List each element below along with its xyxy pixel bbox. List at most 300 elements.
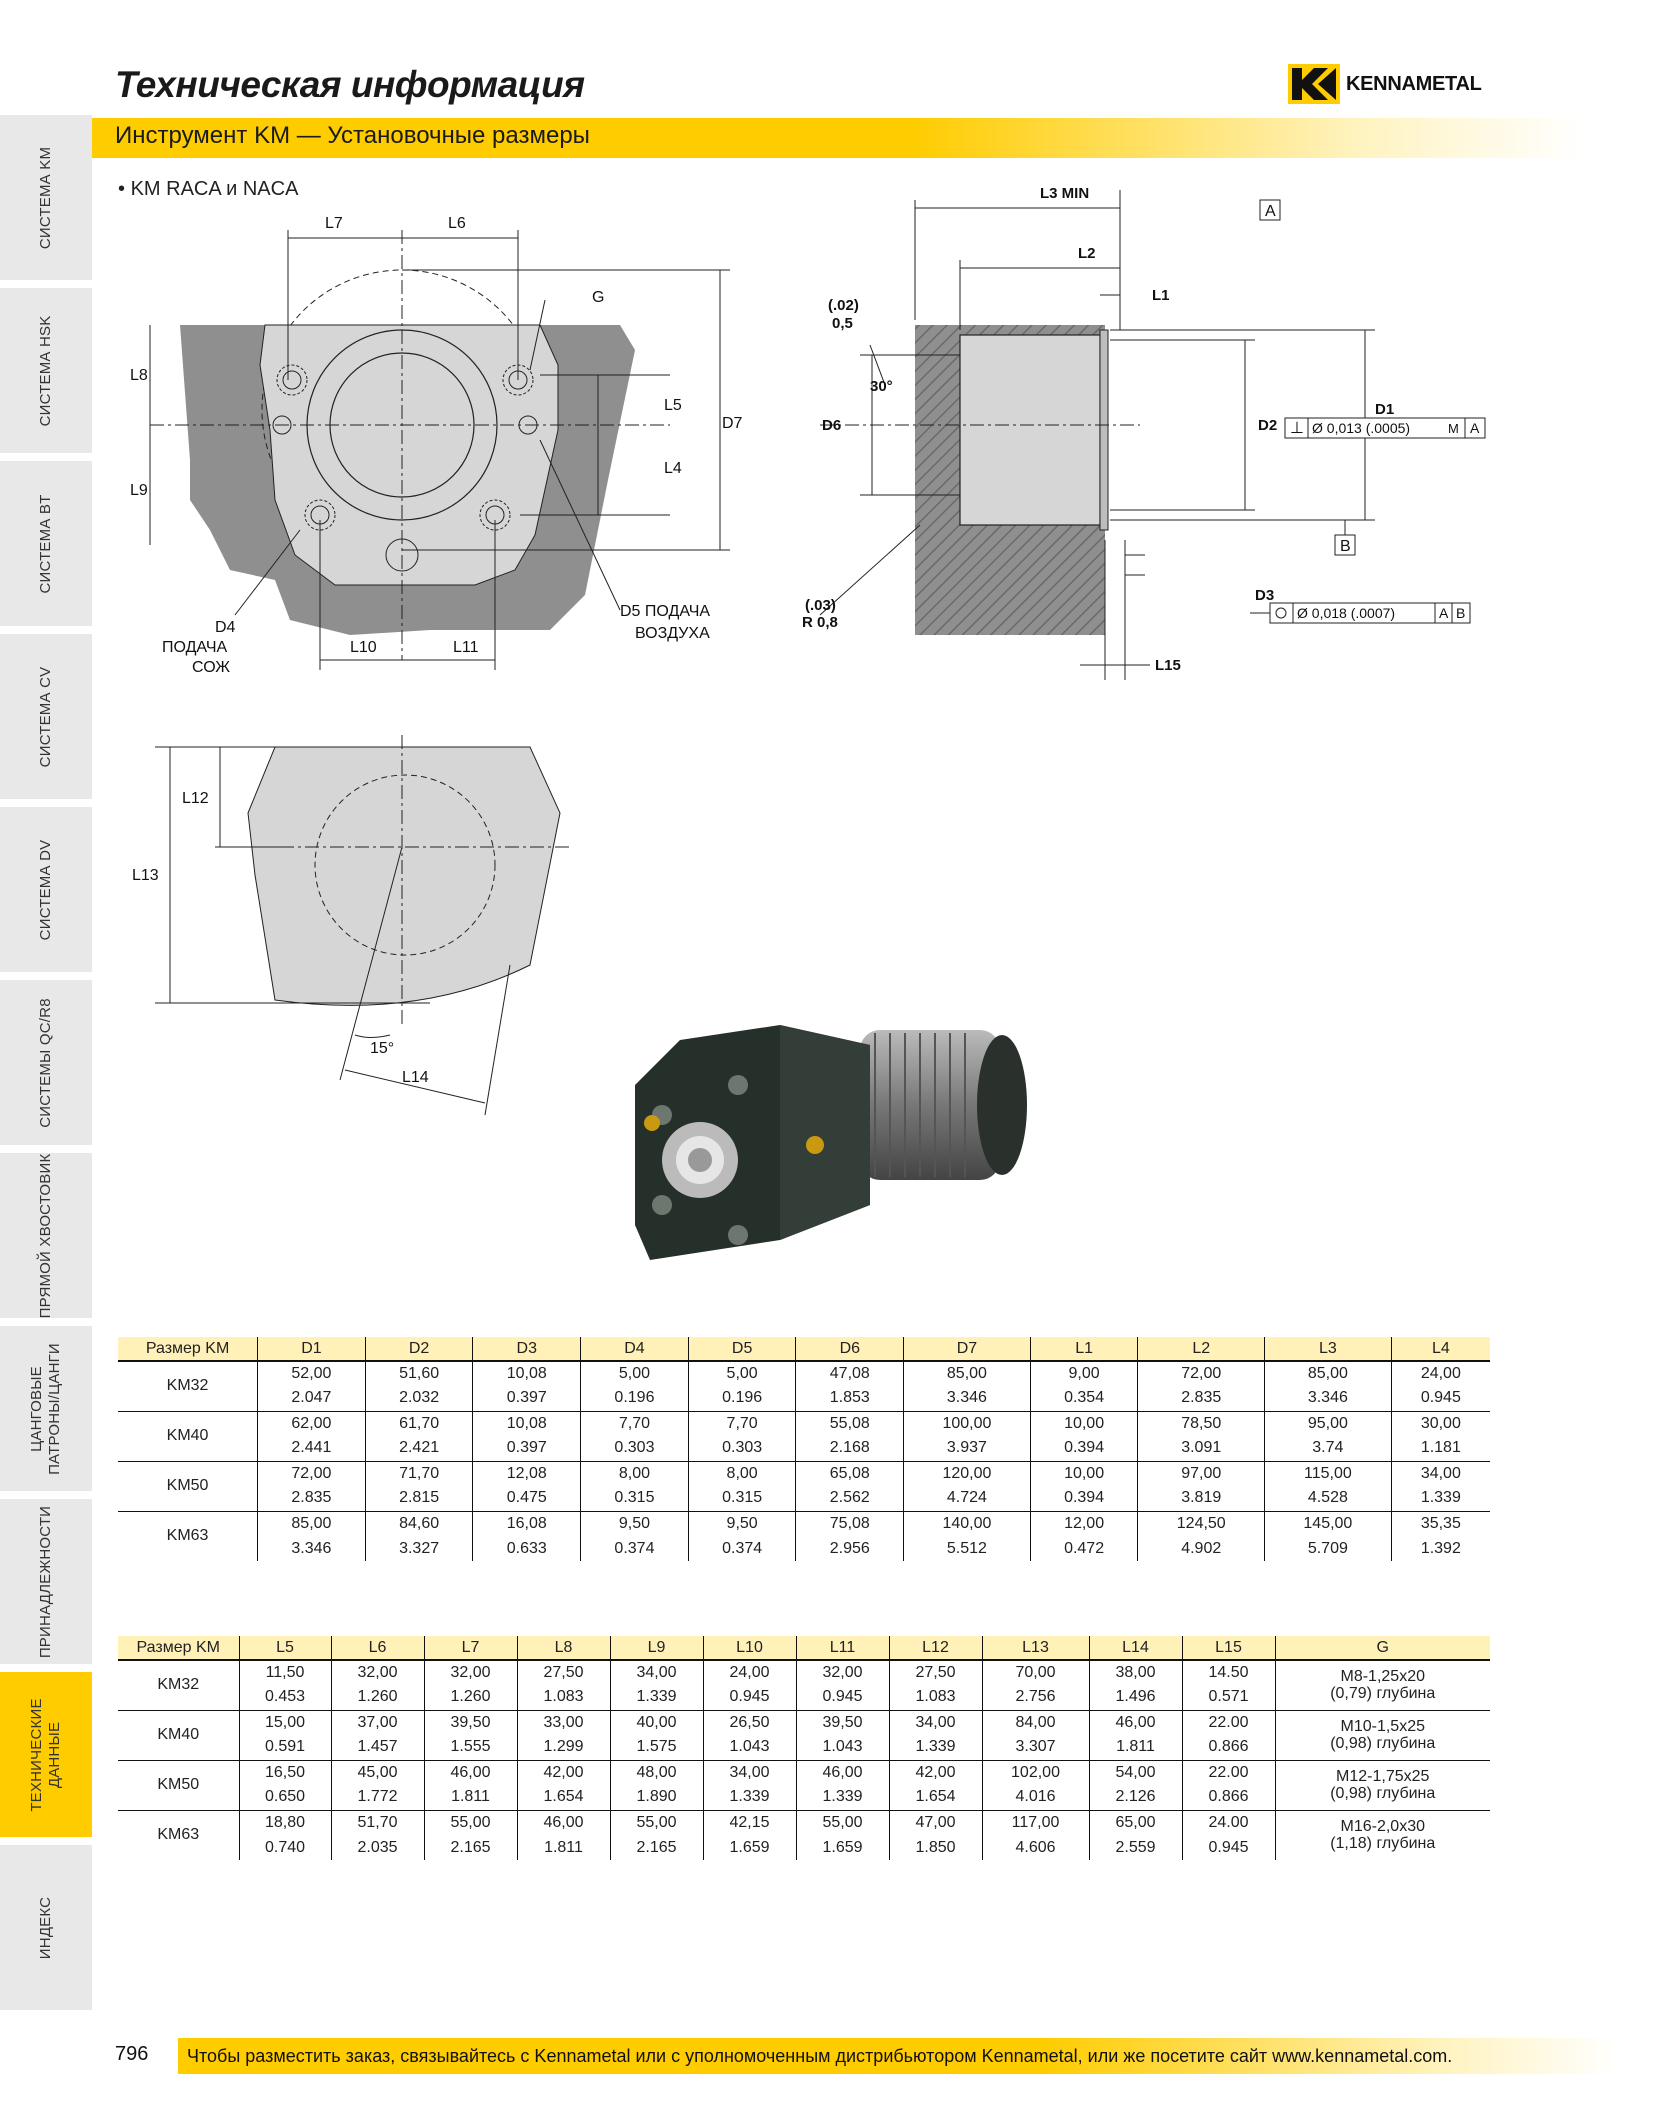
inch-cell: 1.083 [517, 1685, 610, 1710]
inch-cell: 2.835 [1138, 1386, 1265, 1411]
table-2-header [118, 1636, 1490, 1660]
dim-l15: L15 [1155, 657, 1181, 674]
inch-cell: 1.299 [517, 1735, 610, 1760]
inch-cell: 1.339 [796, 1785, 889, 1810]
mm-cell: 12,00 [1030, 1511, 1138, 1536]
table-row [118, 1361, 1490, 1386]
mm-cell: 37,00 [331, 1710, 424, 1735]
mm-cell: 42,00 [517, 1760, 610, 1785]
inch-cell: 0.866 [1182, 1735, 1275, 1760]
side-body [248, 747, 560, 1005]
mm-cell: 14.50 [1182, 1660, 1275, 1685]
datum-b-label: B [1340, 538, 1351, 555]
dim-l3: L3 MIN [1040, 185, 1090, 202]
mm-cell: 55,00 [610, 1810, 703, 1835]
column-header: G [1275, 1636, 1490, 1660]
inch-cell: 1.339 [1391, 1486, 1490, 1511]
inch-cell: 5.512 [904, 1536, 1031, 1561]
inch-cell: 0.374 [688, 1536, 796, 1561]
part-section [960, 335, 1100, 525]
mm-cell: 54,00 [1089, 1760, 1182, 1785]
inch-cell: 1.181 [1391, 1436, 1490, 1461]
table-row [118, 1486, 1490, 1511]
inch-cell: 2.835 [258, 1486, 366, 1511]
sidebar-tab[interactable] [0, 1499, 92, 1667]
section-label: • KM RACA и NACA [118, 178, 299, 200]
sidebar-tab-label: ПРИНАДЛЕЖНОСТИ [37, 1505, 54, 1658]
table-row [118, 1760, 1490, 1785]
dim-d7: D7 [722, 415, 743, 432]
column-header: L6 [331, 1636, 424, 1660]
column-header: D1 [258, 1337, 366, 1361]
inch-cell: 0.475 [473, 1486, 581, 1511]
dim-l10: L10 [350, 639, 377, 656]
mm-cell: 5,00 [581, 1361, 689, 1386]
coolant-plug [644, 1115, 660, 1131]
mm-cell: 32,00 [331, 1660, 424, 1685]
thread-size: M10-1,5x25 [1340, 1718, 1425, 1735]
tol2-ref-a: A [1439, 605, 1449, 621]
column-header: D5 [688, 1337, 796, 1361]
thread-depth: (1,18) глубина [1330, 1835, 1436, 1853]
mm-cell: 27,50 [889, 1660, 982, 1685]
inch-cell: 1.659 [703, 1835, 796, 1860]
inch-cell: 2.035 [331, 1835, 424, 1860]
mm-cell: 12,08 [473, 1461, 581, 1486]
column-header: L3 [1265, 1337, 1392, 1361]
inch-cell: 4.724 [904, 1486, 1031, 1511]
dim-l8: L8 [130, 367, 148, 384]
mm-cell: 38,00 [1089, 1660, 1182, 1685]
inch-cell: 1.850 [889, 1835, 982, 1860]
label-d5-1: D5 ПОДАЧА [620, 603, 711, 620]
page-subtitle: Инструмент KM — Установочные размеры [115, 122, 590, 149]
thread-cell [1275, 1660, 1490, 1710]
mm-cell: 47,00 [889, 1810, 982, 1835]
dim-d3: D3 [1255, 587, 1275, 604]
inch-cell: 1.083 [889, 1685, 982, 1710]
table-row [118, 1710, 1490, 1735]
mm-cell: 30,00 [1391, 1411, 1490, 1436]
inch-cell: 3.346 [1265, 1386, 1392, 1411]
dim-l9: L9 [130, 482, 148, 499]
sidebar-tab-label: СИСТЕМА KM [37, 146, 54, 249]
mm-cell: 7,70 [688, 1411, 796, 1436]
inch-cell: 3.74 [1265, 1436, 1392, 1461]
inch-cell: 0.397 [473, 1436, 581, 1461]
mm-cell: 52,00 [258, 1361, 366, 1386]
kennametal-k-icon [1288, 64, 1340, 104]
column-header: L1 [1030, 1337, 1138, 1361]
column-header: L13 [982, 1636, 1089, 1660]
mm-cell: 26,50 [703, 1710, 796, 1735]
mm-cell: 34,00 [610, 1660, 703, 1685]
mm-cell: 27,50 [517, 1660, 610, 1685]
column-header: L4 [1391, 1337, 1490, 1361]
inch-cell: 0.945 [796, 1685, 889, 1710]
dim-l14: L14 [402, 1069, 429, 1086]
mm-cell: 10,00 [1030, 1411, 1138, 1436]
inch-cell: 1.339 [889, 1735, 982, 1760]
column-header: D6 [796, 1337, 904, 1361]
mm-cell: 145,00 [1265, 1511, 1392, 1536]
inch-cell: 3.307 [982, 1735, 1089, 1760]
mm-cell: 39,50 [796, 1710, 889, 1735]
size-cell: KM50 [118, 1461, 258, 1511]
inch-cell: 0.354 [1030, 1386, 1138, 1411]
label-d4-1: D4 [215, 619, 236, 636]
mm-cell: 124,50 [1138, 1511, 1265, 1536]
dim-d1: D1 [1375, 401, 1395, 418]
sidebar-tab-label: СИСТЕМА HSK [37, 315, 54, 426]
inch-cell: 2.559 [1089, 1835, 1182, 1860]
mm-cell: 22.00 [1182, 1710, 1275, 1735]
column-header: Размер KM [118, 1337, 258, 1361]
column-header: L11 [796, 1636, 889, 1660]
chamfer-mm: 0,5 [832, 315, 853, 332]
mm-cell: 33,00 [517, 1710, 610, 1735]
inch-cell: 2.815 [365, 1486, 473, 1511]
dim-l2: L2 [1078, 245, 1096, 262]
mm-cell: 51,60 [365, 1361, 473, 1386]
inch-cell: 4.606 [982, 1835, 1089, 1860]
sidebar-tab-label: ЦАНГОВЫЕ ПАТРОНЫ/ЦАНГИ [28, 1342, 63, 1475]
page-number: 796 [115, 2043, 149, 2065]
inch-cell: 1.890 [610, 1785, 703, 1810]
sidebar-tab[interactable] [0, 980, 92, 1148]
mm-cell: 70,00 [982, 1660, 1089, 1685]
mm-cell: 72,00 [1138, 1361, 1265, 1386]
dim-l11: L11 [453, 639, 479, 656]
inch-cell: 1.811 [1089, 1735, 1182, 1760]
table-row [118, 1461, 1490, 1486]
inch-cell: 1.811 [424, 1785, 517, 1810]
inch-cell: 1.811 [517, 1835, 610, 1860]
column-header: L12 [889, 1636, 982, 1660]
table-row [118, 1660, 1490, 1685]
mm-cell: 78,50 [1138, 1411, 1265, 1436]
table-row [118, 1411, 1490, 1436]
mm-cell: 11,50 [239, 1660, 331, 1685]
mm-cell: 102,00 [982, 1760, 1089, 1785]
column-header: Размер KM [118, 1636, 239, 1660]
sidebar-tab[interactable] [0, 1845, 92, 2013]
mm-cell: 9,00 [1030, 1361, 1138, 1386]
mm-cell: 16,08 [473, 1511, 581, 1536]
inch-cell: 0.945 [1391, 1386, 1490, 1411]
inch-cell: 0.397 [473, 1386, 581, 1411]
column-header: L5 [239, 1636, 331, 1660]
label-d5-2: ВОЗДУХА [635, 625, 710, 642]
dim-l7: L7 [325, 215, 343, 232]
inch-cell: 1.575 [610, 1735, 703, 1760]
mm-cell: 9,50 [688, 1511, 796, 1536]
side-view-drawing [130, 735, 590, 1130]
inch-cell: 2.168 [796, 1436, 904, 1461]
inch-cell: 2.165 [610, 1835, 703, 1860]
inch-cell: 0.472 [1030, 1536, 1138, 1561]
mm-cell: 46,00 [424, 1760, 517, 1785]
column-header: D2 [365, 1337, 473, 1361]
mm-cell: 117,00 [982, 1810, 1089, 1835]
inch-cell: 0.591 [239, 1735, 331, 1760]
inch-cell: 1.853 [796, 1386, 904, 1411]
inch-cell: 0.945 [703, 1685, 796, 1710]
mm-cell: 72,00 [258, 1461, 366, 1486]
inch-cell: 2.562 [796, 1486, 904, 1511]
mm-cell: 22.00 [1182, 1760, 1275, 1785]
section-view-drawing [780, 180, 1500, 680]
section-wall-top [915, 325, 1105, 335]
mm-cell: 85,00 [258, 1511, 366, 1536]
sidebar-tab-label: СИСТЕМА BT [37, 494, 54, 593]
inch-cell: 0.196 [688, 1386, 796, 1411]
side-angle: 15° [370, 1040, 395, 1057]
inch-cell: 3.327 [365, 1536, 473, 1561]
size-cell: KM32 [118, 1660, 239, 1710]
thread-depth: (0,79) глубина [1330, 1685, 1436, 1703]
mm-cell: 120,00 [904, 1461, 1031, 1486]
sidebar-tab-label: СИСТЕМА DV [37, 839, 54, 940]
inch-cell: 0.315 [688, 1486, 796, 1511]
dim-d6: D6 [822, 417, 842, 434]
sidebar-tab[interactable] [0, 1326, 92, 1494]
mm-cell: 15,00 [239, 1710, 331, 1735]
sidebar-tab-label: СИСТЕМЫ QC/R8 [37, 997, 54, 1128]
mm-cell: 10,00 [1030, 1461, 1138, 1486]
size-cell: KM50 [118, 1760, 239, 1810]
tol1-mod: M [1448, 421, 1459, 436]
front-view-drawing [130, 200, 760, 680]
sidebar-tab[interactable] [0, 115, 92, 283]
radius-mm: R 0,8 [802, 614, 838, 631]
inch-cell: 0.571 [1182, 1685, 1275, 1710]
dimensions-table-1 [118, 1337, 1490, 1561]
mm-cell: 55,08 [796, 1411, 904, 1436]
radius-inch: (.03) [805, 597, 836, 614]
mm-cell: 85,00 [1265, 1361, 1392, 1386]
inch-cell: 1.043 [796, 1735, 889, 1760]
mm-cell: 61,70 [365, 1411, 473, 1436]
mm-cell: 85,00 [904, 1361, 1031, 1386]
column-header: D3 [473, 1337, 581, 1361]
mm-cell: 18,80 [239, 1810, 331, 1835]
mm-cell: 42,15 [703, 1810, 796, 1835]
dim-l4: L4 [664, 460, 682, 477]
column-header: D7 [904, 1337, 1031, 1361]
label-d4-2: ПОДАЧА [162, 639, 228, 656]
mm-cell: 46,00 [796, 1760, 889, 1785]
sidebar-tab[interactable] [0, 807, 92, 975]
side-plug [806, 1136, 824, 1154]
sidebar-tab[interactable] [0, 288, 92, 456]
inch-cell: 1.496 [1089, 1685, 1182, 1710]
chamfer-inch: (.02) [828, 297, 859, 314]
dim-l13: L13 [132, 867, 159, 884]
mm-cell: 35,35 [1391, 1511, 1490, 1536]
inch-cell: 1.555 [424, 1735, 517, 1760]
inch-cell: 3.937 [904, 1436, 1031, 1461]
inch-cell: 2.421 [365, 1436, 473, 1461]
inch-cell: 0.633 [473, 1536, 581, 1561]
brand-name: KENNAMETAL [1346, 72, 1482, 95]
mm-cell: 75,08 [796, 1511, 904, 1536]
thread-depth: (0,98) глубина [1330, 1785, 1436, 1802]
mm-cell: 34,00 [703, 1760, 796, 1785]
column-header: D4 [581, 1337, 689, 1361]
thread-cell [1275, 1760, 1490, 1810]
inch-cell: 1.260 [424, 1685, 517, 1710]
mm-cell: 100,00 [904, 1411, 1031, 1436]
column-header: L8 [517, 1636, 610, 1660]
inch-cell: 4.528 [1265, 1486, 1392, 1511]
inch-cell: 2.047 [258, 1386, 366, 1411]
thread-size: M8-1,25x20 [1340, 1668, 1425, 1686]
mm-cell: 8,00 [581, 1461, 689, 1486]
inch-cell: 2.126 [1089, 1785, 1182, 1810]
inch-cell: 0.374 [581, 1536, 689, 1561]
mm-cell: 65,00 [1089, 1810, 1182, 1835]
section-label-text: KM RACA и NACA [130, 178, 299, 200]
dim-l1: L1 [1152, 287, 1170, 304]
inch-cell: 0.650 [239, 1785, 331, 1810]
inch-cell: 0.453 [239, 1685, 331, 1710]
datum-a-label: A [1265, 203, 1276, 220]
mm-cell: 40,00 [610, 1710, 703, 1735]
column-header: L10 [703, 1636, 796, 1660]
size-cell: KM63 [166, 1527, 209, 1545]
thread-size: M16-2,0x30 [1340, 1818, 1425, 1836]
column-header: L9 [610, 1636, 703, 1660]
inch-cell: 1.339 [703, 1785, 796, 1810]
sidebar-tab-label: ПРЯМОЙ ХВОСТОВИК [37, 1153, 54, 1318]
inch-cell: 0.303 [581, 1436, 689, 1461]
inch-cell: 2.165 [424, 1835, 517, 1860]
mm-cell: 51,70 [331, 1810, 424, 1835]
inch-cell: 3.346 [258, 1536, 366, 1561]
mm-cell: 32,00 [424, 1660, 517, 1685]
inch-cell: 1.654 [889, 1785, 982, 1810]
mm-cell: 45,00 [331, 1760, 424, 1785]
sidebar-tab[interactable] [0, 461, 92, 629]
mm-cell: 24,00 [703, 1660, 796, 1685]
tol1-ref: A [1470, 420, 1480, 436]
sidebar-tab-label: ТЕХНИЧЕСКИЕ ДАННЫЕ [28, 1697, 63, 1812]
table-1-header [118, 1337, 1490, 1361]
mm-cell: 34,00 [889, 1710, 982, 1735]
sidebar-tab-label: ИНДЕКС [37, 1896, 54, 1959]
table-row [118, 1536, 1490, 1561]
inch-cell: 4.016 [982, 1785, 1089, 1810]
mm-cell: 48,00 [610, 1760, 703, 1785]
inch-cell: 1.659 [796, 1835, 889, 1860]
size-cell: KM40 [118, 1411, 258, 1461]
size-cell: KM32 [118, 1361, 258, 1411]
table-row [118, 1511, 1490, 1536]
sidebar-tab[interactable] [0, 1153, 92, 1321]
perpendicularity-icon: ⊥ [1290, 420, 1304, 437]
inch-cell: 0.394 [1030, 1436, 1138, 1461]
mm-cell: 24.00 [1182, 1810, 1275, 1835]
shank-end [977, 1035, 1027, 1175]
inch-cell: 1.654 [517, 1785, 610, 1810]
mm-cell: 140,00 [904, 1511, 1031, 1536]
mm-cell: 7,70 [581, 1411, 689, 1436]
chamfer-angle: 30° [870, 378, 893, 395]
inch-cell: 1.043 [703, 1735, 796, 1760]
inch-cell: 0.740 [239, 1835, 331, 1860]
tol1-value: Ø 0,013 (.0005) [1312, 420, 1411, 436]
inch-cell: 2.032 [365, 1386, 473, 1411]
tol2-ref-b: B [1456, 605, 1466, 621]
mm-cell: 95,00 [1265, 1411, 1392, 1436]
mm-cell: 8,00 [688, 1461, 796, 1486]
mm-cell: 46,00 [1089, 1710, 1182, 1735]
dim-l12: L12 [182, 790, 209, 807]
mm-cell: 42,00 [889, 1760, 982, 1785]
product-image [630, 1005, 1060, 1290]
dim-d2: D2 [1258, 417, 1278, 434]
mm-cell: 10,08 [473, 1361, 581, 1386]
inch-cell: 3.091 [1138, 1436, 1265, 1461]
label-g: G [592, 289, 605, 306]
size-cell: KM40 [118, 1710, 239, 1760]
inch-cell: 2.441 [258, 1436, 366, 1461]
thread-cell [1275, 1810, 1490, 1860]
column-header: L14 [1089, 1636, 1182, 1660]
size-cell: KM63 [157, 1826, 200, 1844]
inch-cell: 1.339 [610, 1685, 703, 1710]
inch-cell: 1.392 [1391, 1536, 1490, 1561]
thread-size: M12-1,75x25 [1336, 1768, 1430, 1785]
mm-cell: 47,08 [796, 1361, 904, 1386]
column-header: L7 [424, 1636, 517, 1660]
page-title: Техническая информация [115, 64, 585, 105]
mm-cell: 71,70 [365, 1461, 473, 1486]
inch-cell: 1.457 [331, 1735, 424, 1760]
mm-cell: 39,50 [424, 1710, 517, 1735]
flange-face [1100, 330, 1108, 530]
inch-cell: 0.945 [1182, 1835, 1275, 1860]
inch-cell: 1.260 [331, 1685, 424, 1710]
inch-cell: 3.819 [1138, 1486, 1265, 1511]
sidebar-tab-label: СИСТЕМА CV [37, 666, 54, 767]
mm-cell: 46,00 [517, 1810, 610, 1835]
mm-cell: 115,00 [1265, 1461, 1392, 1486]
tol2-value: Ø 0,018 (.0007) [1297, 605, 1396, 621]
mm-cell: 10,08 [473, 1411, 581, 1436]
mm-cell: 97,00 [1138, 1461, 1265, 1486]
mm-cell: 55,00 [424, 1810, 517, 1835]
mm-cell: 84,60 [365, 1511, 473, 1536]
mm-cell: 16,50 [239, 1760, 331, 1785]
mm-cell: 9,50 [581, 1511, 689, 1536]
thread-depth: (0,98) глубина [1330, 1735, 1436, 1752]
sidebar-tab[interactable] [0, 1672, 92, 1840]
inch-cell: 5.709 [1265, 1536, 1392, 1561]
mm-cell: 24,00 [1391, 1361, 1490, 1386]
inch-cell: 0.394 [1030, 1486, 1138, 1511]
footer-text: Чтобы разместить заказ, связывайтесь с Kennametal или с уполномоченным дистрибьютором Kennametal, или же посетите сайт www.kennametal.com. [187, 2046, 1453, 2066]
kennametal-logo [1288, 62, 1482, 106]
table-row [118, 1810, 1490, 1835]
column-header: L15 [1182, 1636, 1275, 1660]
sidebar-tab[interactable] [0, 634, 92, 802]
dim-l5: L5 [664, 397, 682, 414]
thread-cell [1275, 1710, 1490, 1760]
column-header: L2 [1138, 1337, 1265, 1361]
dim-l6: L6 [448, 215, 466, 232]
